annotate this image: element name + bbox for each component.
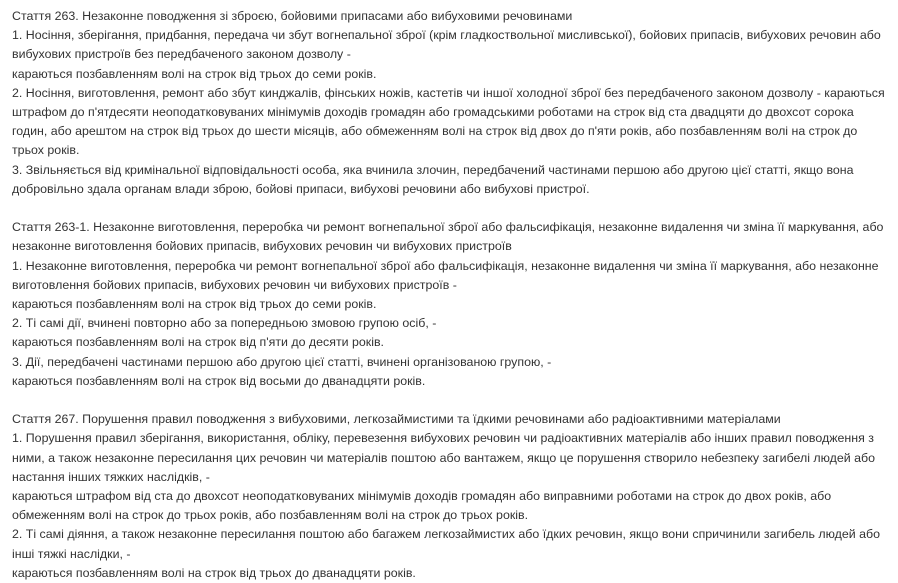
article-paragraph: 1. Незаконне виготовлення, переробка чи ремонт вогнепальної зброї або фальсифікація, незаконне видалення чи зміна її маркування, або незаконне виготовлення бойових припасів, вибухових речовин чи вибухових пристроїв - [12,258,879,292]
article-title: Стаття 267. Порушення правил поводження з вибуховими, легкозаймистими та їдкими речовинами або радіоактивними матеріалами [12,412,781,427]
article-paragraph: караються штрафом від ста до двохсот неоподатковуваних мінімумів доходів громадян або виправними роботами на строк до двох років, або обмеженням волі на строк до трьох років, або позбавленням волі на строк до трьох років. [12,489,832,523]
article-paragraph: 3. Звільняється від кримінальної відповідальності особа, яка вчинила злочин, передбачений частинами першою або другою цієї статті, якщо вона добровільно здала органам влади зброю, бойові припаси, вибухові речовини або вибухові пристрої. [12,162,854,196]
article-paragraph: 2. Носіння, виготовлення, ремонт або збут кинджалів, фінських ножів, кастетів чи іншої холодної зброї без передбаченого законом дозволу - караються штрафом до п'ятдесяти неоподатковуваних мінімумів доходів громадян або громадськими роботами на строк від ста двадцяти до двохсот сорока годин, або арештом на строк від трьох до шести місяців, або обмеженням волі на строк від двох до п'яти років, або позбавленням волі на строк до трьох років. [12,85,885,158]
article-paragraph: караються позбавленням волі на строк від трьох до семи років. [12,66,377,81]
article-paragraph: 2. Ті самі дії, вчинені повторно або за попередньою змовою групою осіб, - [12,316,437,331]
article-paragraph: 2. Ті самі діяння, а також незаконне пересилання поштою або багажем легкозаймистих або їдких речовин, якщо вони спричинили загибель людей або інші тяжкі наслідки, - [12,527,881,561]
article-paragraph: 1. Порушення правил зберігання, використання, обліку, перевезення вибухових речовин чи радіоактивних матеріалів або інших правил поводження з ними, а також незаконне пересилання цих речовин чи матеріалів поштою або вантажем, якщо це порушення створило небезпеку загибелі людей або настання інших тяжких наслідків, - [12,431,876,484]
article-title: Стаття 263-1. Незаконне виготовлення, переробка чи ремонт вогнепальної зброї або фальсифікація, незаконне видалення чи зміна її маркування, або незаконне виготовлення бойових припасів, вибухових речовин чи вибухових пристроїв [12,220,884,254]
article-paragraph: 1. Носіння, зберігання, придбання, передача чи збут вогнепальної зброї (крім гладкоствольної мисливської), бойових припасів, вибухових речовин або вибухових пристроїв без передбаченого законом дозволу - [12,28,881,62]
article-paragraph: караються позбавленням волі на строк від п'яти до десяти років. [12,335,384,350]
article-paragraph: караються позбавленням волі на строк від трьох до семи років. [12,297,377,312]
article-paragraph: 3. Дії, передбачені частинами першою або другою цієї статті, вчинені організованою групою, - [12,354,552,369]
article-paragraph: караються позбавленням волі на строк від трьох до дванадцяти років. [12,565,416,580]
article-title: Стаття 263. Незаконне поводження зі зброєю, бойовими припасами або вибуховими речовинами [12,9,573,23]
article-263-1 [12,218,892,391]
article-263 [12,7,892,199]
article-paragraph: караються позбавленням волі на строк від восьми до дванадцяти років. [12,373,426,388]
article-267 [12,410,892,583]
